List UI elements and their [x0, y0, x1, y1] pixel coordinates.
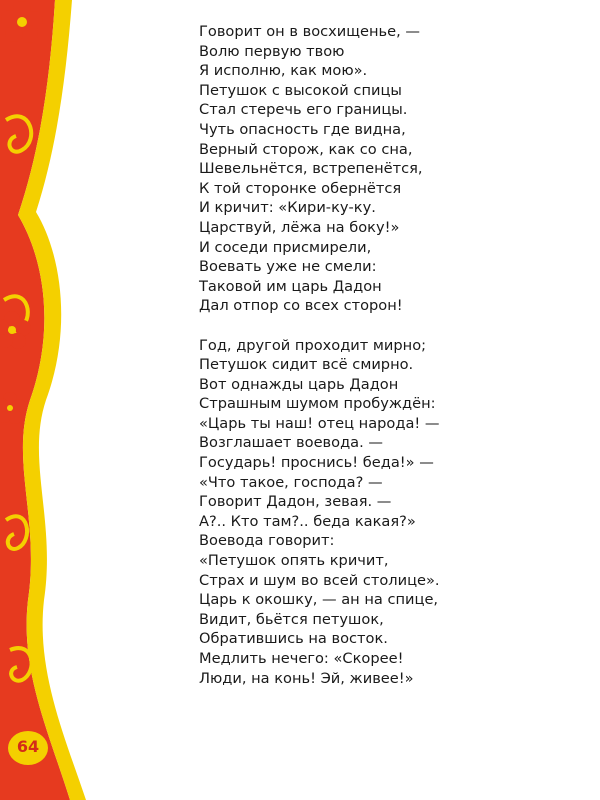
- poem-line: К той сторонке обернётся: [199, 179, 402, 197]
- poem-line: Медлить нечего: «Скорее!: [199, 650, 404, 667]
- poem-line: Люди, на конь! Эй, живее!»: [199, 669, 414, 687]
- poem-line: Петушок с высокой спицы: [199, 81, 402, 99]
- poem-line: Стал стеречь его границы.: [199, 101, 408, 119]
- poem-line: А?.. Кто там?.. беда какая?»: [199, 512, 416, 530]
- poem-line: Страшным шумом пробуждён:: [199, 395, 436, 413]
- poem-line: Год, другой проходит мирно;: [199, 336, 427, 354]
- poem-line: Страх и шум во всей столице».: [199, 571, 440, 589]
- stanza-1: [199, 22, 589, 316]
- poem-line: Воевать уже не смели:: [199, 258, 377, 276]
- poem-line: Государь! проснись! беда!» —: [199, 454, 434, 472]
- page-number: 64: [16, 737, 40, 756]
- poem-line: Говорит Дадон, зевая. —: [199, 493, 392, 511]
- poem-line: Возглашает воевода. —: [199, 434, 383, 452]
- poem-line: И кричит: «Кири-ку-ку.: [199, 199, 376, 217]
- poem-line: Чуть опасность где видна,: [199, 120, 406, 138]
- poem-line: Дал отпор со всех сторон!: [199, 297, 403, 315]
- stanza-gap: [199, 316, 589, 336]
- poem-line: Верный сторож, как со сна,: [199, 140, 413, 158]
- poem-line: Воевода говорит:: [199, 532, 335, 550]
- poem-line: Волю первую твою: [199, 42, 345, 60]
- poem-line: Петушок сидит всё смирно.: [199, 356, 414, 374]
- poem-line: Говорит он в восхищенье, —: [199, 23, 420, 40]
- poem-line: «Петушок опять кричит,: [199, 552, 389, 570]
- poem-line: Таковой им царь Дадон: [199, 277, 382, 295]
- poem-line: Я исполню, как мою».: [199, 62, 368, 80]
- poem-line: Царствуй, лёжа на боку!»: [199, 218, 400, 236]
- poem-line: Царь к окошку, — ан на спице,: [199, 591, 439, 609]
- poem-line: «Что такое, господа? —: [199, 473, 383, 491]
- poem-line: Вот однажды царь Дадон: [199, 375, 399, 393]
- decorative-floral-border: [0, 0, 160, 800]
- poem-line: И соседи присмирели,: [199, 238, 372, 256]
- poem-line: «Царь ты наш! отец народа! —: [199, 414, 440, 432]
- poem-line: Шевельнётся, встрепенётся,: [199, 160, 423, 178]
- stanza-2: [199, 336, 589, 689]
- poem-text: [199, 22, 589, 688]
- poem-line: Видит, бьётся петушок,: [199, 610, 384, 628]
- poem-line: Обратившись на восток.: [199, 630, 388, 648]
